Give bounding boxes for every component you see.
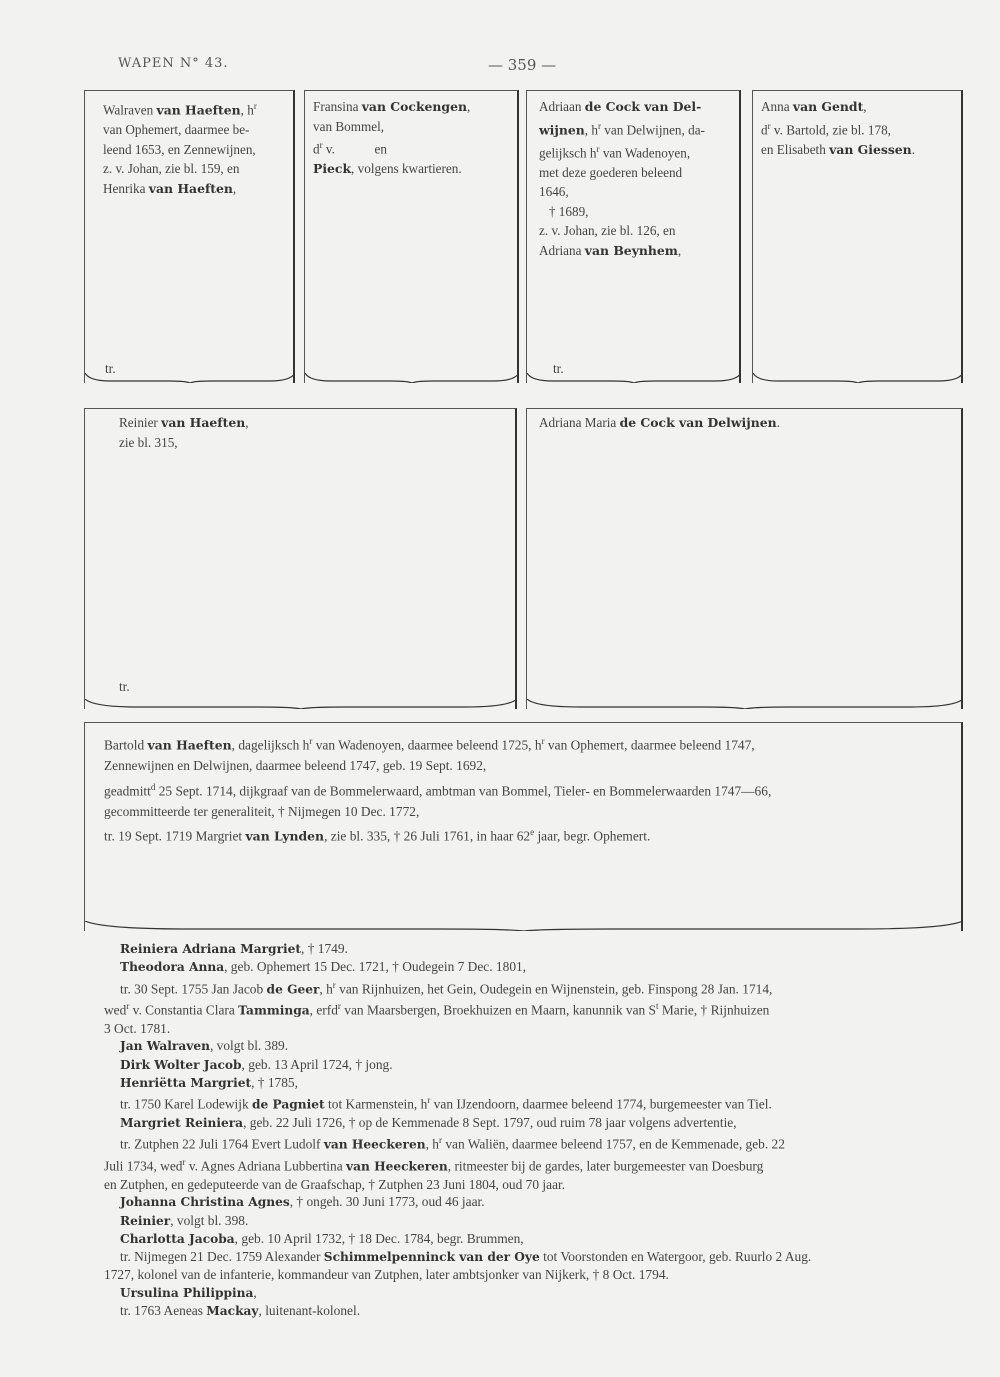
text-line (761, 117, 961, 140)
box-bracket (85, 373, 295, 383)
child-entry-line (104, 1056, 964, 1074)
name-highlight: Tamminga (238, 1003, 310, 1018)
text-segment: tr. Zutphen 22 Juli 1764 Evert Ludolf (120, 1136, 324, 1152)
text-line (104, 777, 964, 802)
ancestor-box-walraven (84, 90, 295, 383)
text-segment: tr. 1750 Karel Lodewijk (120, 1096, 253, 1112)
text-segment: , (466, 99, 471, 114)
superscript: t (656, 1001, 659, 1012)
child-entry-line (104, 1132, 964, 1154)
superscript: r (253, 101, 257, 111)
superscript: r (182, 1157, 186, 1168)
text-segment: Bartold (104, 737, 148, 753)
name-highlight: Pieck (313, 161, 352, 177)
text-line (761, 140, 961, 160)
name-highlight: wijnen (539, 121, 585, 137)
child-entry-line (104, 1176, 964, 1193)
text-segment: Fransina (313, 99, 362, 114)
ancestor-box-fransina (304, 90, 519, 383)
text-segment: leend 1653, en Zennewijnen, (103, 141, 256, 157)
ancestor-box-adriaan (526, 90, 741, 383)
text-segment: van Bommel, (313, 118, 385, 134)
marriage-mark: tr. (553, 361, 564, 376)
text-line (104, 822, 964, 847)
text-line (119, 433, 509, 453)
text-segment: van Wadenoyen, (599, 144, 691, 160)
text-segment: , (677, 242, 682, 258)
text-segment: , zie bl. 335, † 26 Juli 1761, in haar 62 (324, 828, 531, 844)
text-segment: 1646, (539, 184, 569, 200)
text-segment: met deze goederen beleend (539, 164, 683, 180)
name-highlight: van Haeften (161, 415, 246, 430)
text-segment: , volgens kwartieren. (351, 161, 462, 177)
text-segment: , † 1749. (301, 941, 348, 956)
page-number: — 359 — (488, 56, 557, 74)
text-segment: , dagelijksch h (231, 737, 310, 753)
text-line (104, 756, 964, 777)
bracket-line (85, 373, 295, 383)
text-segment: Adriana (539, 242, 585, 258)
text-segment: , h (240, 102, 254, 118)
text-line (104, 731, 964, 756)
child-entry-line (104, 1212, 964, 1230)
name-highlight: van Haeften (156, 102, 241, 118)
text-segment: Adriana Maria (539, 415, 620, 430)
bracket-line (527, 373, 741, 383)
text-segment: Walraven (103, 102, 157, 118)
child-entry-line (104, 1037, 964, 1055)
superscript: r (597, 120, 601, 131)
text-segment: en Zutphen, en gedeputeerde van de Graafschap, † Zutphen 23 Juni 1804, oud 70 jaar. (104, 1176, 566, 1192)
child-entry-line (104, 1302, 964, 1320)
text-segment: jaar, begr. Ophemert. (534, 828, 651, 844)
child-entry-line (104, 1248, 964, 1266)
text-segment: geadmitt (104, 783, 151, 799)
text-segment: tr. 1763 Aeneas (120, 1302, 207, 1318)
subject-text (104, 731, 964, 847)
ancestor-box-anna (752, 90, 963, 383)
name-highlight: van Haeften (148, 180, 233, 196)
text-segment: z. v. Johan, zie bl. 159, en (103, 161, 240, 177)
text-segment: Anna (761, 99, 793, 114)
name-highlight: de Cock van Del- (584, 99, 702, 114)
name-highlight: van Beynhem (584, 242, 678, 258)
text-line (313, 97, 513, 117)
bracket-line (527, 699, 963, 709)
text-line (103, 179, 293, 199)
name-highlight: de Pagniet (252, 1097, 325, 1112)
text-segment: tr. 19 Sept. 1719 Margriet (104, 828, 246, 844)
superscript: r (767, 120, 771, 131)
text-line (313, 159, 513, 179)
child-entry-line (104, 1266, 964, 1283)
text-segment: 1727, kolonel van de infanterie, kommandeur van Zutphen, later ambtsjonker van Nijkerk, † 8 Oct. 1794. (104, 1267, 669, 1283)
child-entry-line (104, 1154, 964, 1176)
text-segment: 25 Sept. 1714, dijkgraaf van de Bommelerwaard, ambtman van Bommel, Tieler- en Bommelerwaarden 1747—66, (155, 783, 772, 799)
text-segment: tr. Nijmegen 21 Dec. 1759 Alexander (120, 1249, 324, 1265)
box-bracket (85, 921, 963, 931)
text-segment: , † 1785, (251, 1075, 298, 1091)
text-line (539, 221, 737, 241)
superscript: r (427, 1095, 431, 1106)
superscript: r (541, 736, 545, 746)
text-segment: Zennewijnen en Delwijnen, daarmee beleend 1747, geb. 19 Sept. 1692, (104, 758, 487, 774)
text-segment: van Maarsbergen, Broekhuizen en Maarn, kanunnik van S (340, 1002, 657, 1018)
name-highlight: Reiniera Adriana Margriet (120, 942, 302, 956)
text-line (119, 413, 509, 433)
text-segment: v. Agnes Adriana Lubbertina (185, 1158, 347, 1174)
text-segment: tot Voorstonden en Watergoor, geb. Ruurlo 2 Aug. (539, 1249, 812, 1265)
text-segment: van Wadenoyen, daarmee beleend 1725, h (312, 737, 542, 753)
name-highlight: Theodora Anna (120, 960, 225, 975)
name-highlight: van Heeckeren (323, 1137, 426, 1152)
ancestor-text (313, 97, 513, 179)
text-segment: tot Karmenstein, h (324, 1096, 428, 1112)
text-line (761, 97, 961, 117)
bracket-line (753, 373, 963, 383)
name-highlight: de Geer (266, 982, 320, 997)
name-highlight: van Haeften (147, 737, 232, 753)
text-segment: z. v. Johan, zie bl. 126, en (539, 223, 676, 239)
text-segment: , luitenant-kolonel. (258, 1302, 361, 1318)
name-highlight: van Gendt (792, 99, 864, 114)
text-line (539, 182, 737, 202)
name-highlight: van Lynden (245, 828, 325, 844)
superscript: d (150, 781, 156, 792)
text-line (103, 97, 293, 120)
bracket-line (85, 699, 517, 709)
child-entry-line (104, 1074, 964, 1092)
box-bracket (305, 373, 519, 383)
box-bracket (753, 373, 963, 383)
text-segment: van Delwijnen, da- (600, 121, 705, 137)
text-segment: gelijksch h (539, 144, 597, 160)
text-line (313, 117, 513, 137)
name-highlight: Mackay (206, 1303, 259, 1318)
marriage-mark: tr. (119, 679, 130, 694)
superscript: r (126, 1001, 130, 1012)
text-segment: Juli 1734, wed (104, 1158, 183, 1174)
page-header-left: WAPEN N° 43. (118, 56, 229, 71)
superscript: r (332, 979, 336, 990)
name-highlight: Margriet Reiniera (120, 1116, 244, 1131)
text-line (539, 163, 737, 183)
text-segment: en Elisabeth (761, 141, 830, 157)
text-segment: , (245, 415, 249, 430)
text-segment: v. Bartold, zie bl. 178, (770, 121, 891, 137)
text-line (539, 117, 737, 140)
text-segment: , (253, 1284, 257, 1300)
text-segment: tr. 30 Sept. 1755 Jan Jacob (120, 981, 267, 997)
ancestor-text (539, 97, 737, 261)
text-line (104, 802, 964, 823)
superscript: r (337, 1001, 341, 1012)
text-segment: van Ophemert, daarmee be- (103, 121, 250, 137)
text-segment: d (761, 121, 768, 137)
name-highlight: van Cockengen (361, 99, 467, 114)
text-line (539, 97, 737, 117)
superscript: r (438, 1135, 442, 1146)
name-highlight: Johanna Christina Agnes (120, 1195, 290, 1210)
name-highlight: Charlotta Jacoba (120, 1231, 235, 1246)
child-entry-line (104, 977, 964, 999)
box-bracket (527, 699, 963, 709)
text-segment: v. en (322, 141, 387, 157)
box-bracket (527, 373, 741, 383)
text-segment: wed (104, 1002, 127, 1018)
name-highlight: Jan Walraven (120, 1039, 210, 1054)
text-segment: Henrika (103, 180, 149, 196)
superscript: e (530, 827, 535, 838)
name-highlight: Schimmelpenninck van der Oye (323, 1250, 540, 1265)
box-bracket (85, 699, 517, 709)
name-highlight: Ursulina Philippina (120, 1285, 254, 1300)
name-highlight: van Heeckeren (346, 1159, 448, 1174)
name-highlight: Reinier (120, 1213, 171, 1228)
parent-text (119, 413, 509, 452)
text-segment: , h (425, 1136, 439, 1152)
text-segment: gecommitteerde ter generaliteit, † Nijmegen 10 Dec. 1772, (104, 803, 420, 819)
marriage-mark: tr. (105, 361, 116, 376)
text-segment: Reinier (119, 415, 162, 430)
text-segment: , † ongeh. 30 Juni 1773, oud 46 jaar. (289, 1194, 485, 1210)
text-segment: van Waliën, daarmee beleend 1757, en de Kemmenade, geb. 22 (441, 1136, 785, 1152)
name-highlight: Dirk Wolter Jacob (120, 1057, 242, 1072)
child-entry-line (104, 1020, 964, 1037)
text-segment: , (232, 180, 237, 196)
superscript: r (319, 140, 323, 151)
text-segment: v. Constantia Clara (129, 1002, 239, 1018)
text-segment: , ritmeester bij de gardes, later burgemeester van Doesburg (447, 1158, 764, 1174)
text-segment: van IJzendoorn, daarmee beleend 1774, burgemeester van Tiel. (430, 1096, 772, 1112)
text-segment: zie bl. 315, (119, 434, 178, 450)
child-entry-line (104, 998, 964, 1020)
text-segment: Marie, † Rijnhuizen (658, 1002, 770, 1018)
text-segment: . (776, 415, 780, 430)
text-segment: , (863, 99, 867, 114)
bracket-line (85, 921, 963, 931)
text-segment: . (911, 141, 915, 157)
text-segment: , h (584, 121, 598, 137)
child-entry-line (104, 958, 964, 976)
text-segment: Adriaan (539, 99, 585, 114)
ancestor-text (761, 97, 961, 159)
name-highlight: de Cock van Delwijnen (619, 415, 777, 430)
text-line (103, 140, 293, 160)
superscript: r (596, 143, 600, 154)
superscript: r (309, 736, 313, 746)
text-segment: † 1689, (539, 203, 589, 219)
parent-box-adriana-maria (526, 408, 963, 709)
text-segment: van Ophemert, daarmee beleend 1747, (544, 737, 755, 753)
text-line (103, 120, 293, 140)
text-line (103, 159, 293, 179)
ancestor-text (103, 97, 293, 198)
text-segment: van Rijnhuizen, het Gein, Oudegein en Wijnenstein, geb. Finspong 28 Jan. 1714, (335, 981, 773, 997)
text-segment: 3 Oct. 1781. (104, 1021, 171, 1037)
name-highlight: van Giessen (829, 141, 912, 157)
child-entry-line (104, 1092, 964, 1114)
text-segment: , geb. 22 Juli 1726, † op de Kemmenade 8 Sept. 1797, oud ruim 78 jaar volgens advertentie, (243, 1115, 737, 1131)
children-list (104, 940, 964, 1320)
text-segment: , geb. Ophemert 15 Dec. 1721, † Oudegein 7 Dec. 1801, (224, 959, 527, 975)
text-segment: , h (319, 981, 333, 997)
text-line (539, 140, 737, 163)
name-highlight: Henriëtta Margriet (120, 1076, 252, 1091)
child-entry-line (104, 1284, 964, 1302)
parent-box-reinier (84, 408, 517, 709)
child-entry-line (104, 940, 964, 958)
text-segment: , volgt bl. 389. (209, 1038, 289, 1054)
text-segment: , geb. 10 April 1732, † 18 Dec. 1784, begr. Brummen, (234, 1230, 524, 1246)
child-entry-line (104, 1114, 964, 1132)
text-segment: d (313, 141, 320, 157)
text-line (539, 202, 737, 222)
text-line (539, 241, 737, 261)
text-segment: , volgt bl. 398. (170, 1212, 249, 1228)
bracket-line (305, 373, 519, 383)
text-segment: , geb. 13 April 1724, † jong. (241, 1056, 393, 1072)
child-entry-line (104, 1230, 964, 1248)
text-line (313, 136, 513, 159)
text-segment: , erfd (309, 1002, 338, 1018)
child-entry-line (104, 1193, 964, 1211)
parent-text (539, 413, 949, 433)
text-line (539, 413, 949, 433)
